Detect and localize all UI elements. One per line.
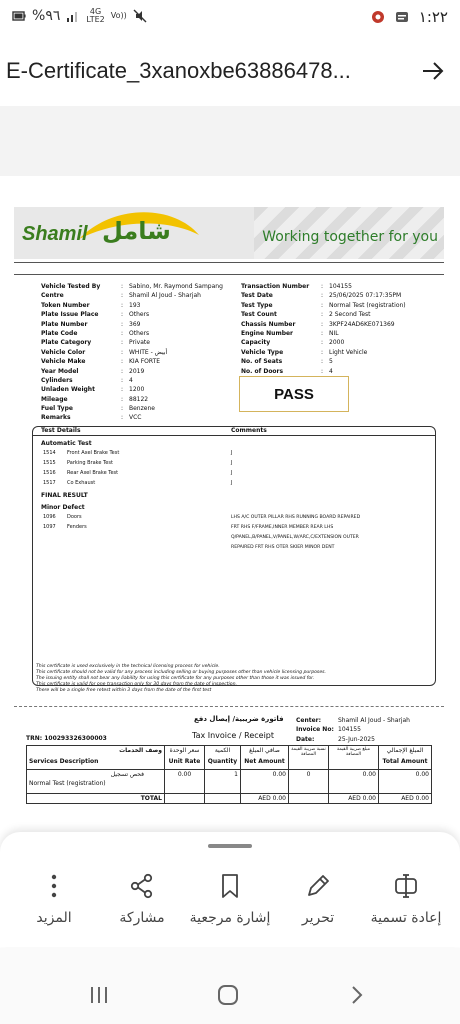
info-value: 4 xyxy=(129,376,133,384)
info-row xyxy=(241,338,429,347)
test-details-heading: Test Details xyxy=(41,427,81,434)
more-button[interactable] xyxy=(8,872,100,926)
disclaimer-text xyxy=(36,664,326,694)
services-header xyxy=(27,746,165,770)
test-comment: J xyxy=(231,470,233,476)
info-colon: : xyxy=(321,301,324,309)
more-label: المزيد xyxy=(36,910,72,926)
info-row xyxy=(41,404,229,413)
test-name: Rear Axel Brake Test xyxy=(67,470,119,476)
invoice-header-row xyxy=(27,746,432,770)
defect-comment-extra: Q/PANEL,B/PANEL,V/PANEL,W/ARC,C/EXTENSION OUTER xyxy=(231,535,359,540)
info-value: KIA FORTE xyxy=(129,358,161,366)
service-en: Normal Test (registration) xyxy=(29,780,106,787)
info-label: Plate Number xyxy=(41,320,88,328)
unit-rate-header xyxy=(165,746,205,770)
invoice-no-value: 104155 xyxy=(338,726,361,734)
minor-defect-heading: Minor Defect xyxy=(41,504,85,511)
info-row xyxy=(241,367,429,376)
info-value: 5 xyxy=(329,358,333,366)
quantity-header-en: Quantity xyxy=(207,758,238,765)
info-value: 2 Second Test xyxy=(329,311,371,319)
info-value: VCC xyxy=(129,414,142,422)
disclaimer-line: This certificate is valid for one transaction only for 30 days from the date of inspection. xyxy=(36,682,237,687)
test-details-box xyxy=(32,426,436,686)
total-header xyxy=(379,746,432,770)
total-empty-3 xyxy=(289,794,329,804)
info-colon: : xyxy=(321,339,324,347)
banner-tagline: Working together for you xyxy=(262,229,438,245)
net-amount-cell: 0.00 xyxy=(241,770,289,794)
battery-percent: %٩٦ xyxy=(32,8,61,24)
total-cell: 0.00 xyxy=(379,770,432,794)
net-amount-header-en: Net Amount xyxy=(244,758,285,765)
date-value: 25-Jun-2025 xyxy=(338,735,375,743)
bookmark-icon xyxy=(216,872,244,900)
bookmark-button[interactable] xyxy=(184,872,276,926)
info-value: 104155 xyxy=(329,283,352,290)
invoice-table xyxy=(26,745,432,804)
final-result-heading: FINAL RESULT xyxy=(41,492,88,499)
info-label: Engine Number xyxy=(241,329,294,337)
info-colon: : xyxy=(121,414,124,422)
rename-icon xyxy=(392,872,420,900)
service-cell xyxy=(27,770,165,794)
more-icon xyxy=(40,872,68,900)
info-colon: : xyxy=(121,329,124,337)
network-top: 4G xyxy=(89,7,102,16)
bookmark-label: إشارة مرجعية xyxy=(189,910,271,926)
date-label: Date: xyxy=(296,735,315,743)
rename-button[interactable] xyxy=(360,872,452,926)
quantity-header xyxy=(205,746,241,770)
network-bottom: LTE2 xyxy=(86,15,105,24)
disclaimer-line: This certificate is used exclusively in the technical licensing process for vehicle. xyxy=(36,664,220,669)
info-row xyxy=(41,338,229,347)
invoice-no-label: Invoice No: xyxy=(296,726,334,734)
info-label: Plate Issue Place xyxy=(41,311,99,319)
test-name: Parking Brake Test xyxy=(67,460,113,466)
test-comment: J xyxy=(231,480,233,486)
info-value: 25/06/2025 07:17:35PM xyxy=(329,292,402,300)
test-name: Front Axel Brake Test xyxy=(67,450,120,456)
vat-amount-cell: 0.00 xyxy=(329,770,379,794)
info-colon: : xyxy=(121,320,124,328)
vat-amount-header: مبلغ ضريبة القيمة المضافة xyxy=(329,746,379,770)
vat-rate-header: نسبة ضريبة القيمة المضافة xyxy=(289,746,329,770)
info-label: Test Type xyxy=(241,301,273,309)
info-row xyxy=(41,348,229,357)
info-label: Capacity xyxy=(241,339,271,347)
defect-comment-line xyxy=(43,543,433,553)
sheet-handle[interactable] xyxy=(208,844,252,848)
info-colon: : xyxy=(321,292,324,300)
dashed-separator xyxy=(14,706,444,707)
info-row xyxy=(41,357,229,366)
service-ar: فحص تسجيل xyxy=(110,771,144,778)
total-empty-2 xyxy=(205,794,241,804)
info-value: 88122 xyxy=(129,395,149,403)
info-colon: : xyxy=(321,329,324,337)
info-label: Mileage xyxy=(41,395,68,403)
status-left xyxy=(12,8,147,24)
info-colon: : xyxy=(121,292,124,300)
info-label: No. of Seats xyxy=(241,358,283,366)
invoice-total-row xyxy=(27,794,432,804)
info-colon: : xyxy=(321,367,324,375)
edit-button[interactable] xyxy=(272,872,364,926)
info-row xyxy=(41,282,229,291)
shamil-banner xyxy=(14,207,444,259)
rename-label: إعادة تسمية xyxy=(370,910,442,926)
center-label: Center: xyxy=(296,717,322,724)
disclaimer-line: There will be a single free retest within 3 days from the date of the first test xyxy=(36,688,212,693)
info-label: Vehicle Make xyxy=(41,358,86,366)
info-value: Normal Test (registration) xyxy=(329,301,406,309)
info-label: Centre xyxy=(41,292,64,300)
info-row xyxy=(41,413,229,422)
disclaimer-line: The issuing entity shall not bear any liability for using this certificate for any purposes other than those it was issued for. xyxy=(36,676,315,681)
info-label: Vehicle Color xyxy=(41,348,86,356)
info-colon: : xyxy=(321,358,324,366)
clock: ١:٢٢ xyxy=(418,8,448,26)
comments-heading: Comments xyxy=(231,427,267,434)
total-label: TOTAL xyxy=(27,794,165,804)
services-header-en: Services Description xyxy=(29,758,99,765)
status-right xyxy=(371,8,448,26)
back-icon[interactable] xyxy=(344,984,370,1006)
info-row xyxy=(41,329,229,338)
info-value: Others xyxy=(129,311,150,319)
info-value: 3KPF24AD6KE071369 xyxy=(329,320,395,328)
disclaimer-line: This certificate should not be valid for any process including selling or buying purposes other than vehicle licensing purposes. xyxy=(36,670,326,675)
info-colon: : xyxy=(121,301,124,309)
bottom-toolbar xyxy=(0,832,460,947)
info-colon: : xyxy=(121,339,124,347)
info-row xyxy=(41,291,229,300)
vat-rate-cell: 0 xyxy=(289,770,329,794)
info-row xyxy=(241,282,429,291)
info-row xyxy=(241,329,429,338)
test-name: Co Exhaust xyxy=(67,480,96,486)
net-amount-header-ar: صافي المبلغ xyxy=(249,747,280,754)
arrow-right-icon[interactable] xyxy=(420,58,446,84)
info-colon: : xyxy=(121,311,124,319)
share-icon xyxy=(128,872,156,900)
certificate-page xyxy=(0,176,460,832)
info-value: 1200 xyxy=(129,386,145,394)
info-colon: : xyxy=(321,348,324,356)
test-row xyxy=(43,469,423,479)
info-label: Test Date xyxy=(241,292,273,300)
info-value: Shamil Al Joud - Sharjah xyxy=(129,292,201,300)
info-row xyxy=(41,301,229,310)
info-colon: : xyxy=(121,348,124,356)
invoice-item-row xyxy=(27,770,432,794)
net-amount-header xyxy=(241,746,289,770)
info-label: Cylinders xyxy=(41,376,73,384)
services-header-ar: وصف الخدمات xyxy=(119,747,162,754)
title-bar xyxy=(0,50,460,94)
info-value: Benzene xyxy=(129,405,155,413)
recent-apps-icon[interactable] xyxy=(86,984,112,1006)
defect-comment: FRT RHS F/FRAME,INNER MEMBER REAR LHS xyxy=(231,525,334,530)
vehicle-info-left xyxy=(41,282,229,423)
info-row xyxy=(241,310,429,319)
defect-name: Doors xyxy=(67,514,82,520)
app-notification-icon xyxy=(371,10,385,24)
info-colon: : xyxy=(121,386,124,394)
file-title: E-Certificate_3xanoxbe63886478... xyxy=(6,58,351,83)
info-value: Private xyxy=(129,339,150,347)
defect-code: 1096 xyxy=(43,514,56,520)
info-label: Vehicle Type xyxy=(241,348,284,356)
total-empty-1 xyxy=(165,794,205,804)
info-row xyxy=(241,348,429,357)
test-comment: J xyxy=(231,460,233,466)
trn-number: TRN: 100293326300003 xyxy=(26,735,107,742)
total-header-ar: المبلغ الإجمالي xyxy=(386,747,424,754)
unit-rate-cell: 0.00 xyxy=(165,770,205,794)
signal-icon xyxy=(66,9,80,23)
top-gray-band xyxy=(0,106,460,176)
defect-list xyxy=(43,513,433,553)
info-label: Plate Category xyxy=(41,339,92,347)
header-rule-2 xyxy=(14,274,444,275)
logo-text-ar: شامل xyxy=(102,217,171,245)
share-button[interactable] xyxy=(96,872,188,926)
test-row xyxy=(43,479,423,489)
app-badge-icon xyxy=(395,10,409,24)
defect-name: Fenders xyxy=(67,524,87,530)
center-value: Shamil Al Joud - Sharjah xyxy=(338,717,410,724)
info-value: WHITE - أبيض xyxy=(129,348,168,356)
info-value: 2000 xyxy=(329,339,345,347)
automatic-test-heading: Automatic Test xyxy=(41,440,92,447)
info-value: NIL xyxy=(329,329,339,337)
invoice-meta xyxy=(296,716,436,744)
system-nav-bar xyxy=(0,948,460,1024)
info-label: Token Number xyxy=(41,301,90,309)
home-icon[interactable] xyxy=(215,984,241,1006)
info-label: Year Model xyxy=(41,367,79,375)
info-value: Sabino, Mr. Raymond Sampang xyxy=(129,283,223,290)
network-type xyxy=(86,8,104,24)
defect-comment: LHS A/C OUTER PILLAR RHS RUNNING BOARD REPAIRED xyxy=(231,515,361,520)
info-label: Plate Code xyxy=(41,329,78,337)
info-label: Unladen Weight xyxy=(41,386,95,394)
invoice-title-ar: فاتورة ضريبية/ إيصال دفع xyxy=(194,715,284,723)
unit-rate-header-en: Unit Rate xyxy=(168,758,201,765)
defect-row xyxy=(43,513,433,523)
defect-row xyxy=(43,523,433,533)
info-row xyxy=(241,357,429,366)
test-code: 1517 xyxy=(43,480,56,486)
info-row xyxy=(41,310,229,319)
info-row xyxy=(41,320,229,329)
info-colon: : xyxy=(121,283,124,290)
header-rule xyxy=(14,262,444,263)
mute-icon xyxy=(133,9,147,23)
info-colon: : xyxy=(321,320,324,328)
quantity-cell: 1 xyxy=(205,770,241,794)
info-row xyxy=(241,320,429,329)
test-row xyxy=(43,459,423,469)
info-colon: : xyxy=(321,311,324,319)
edit-label: تحرير xyxy=(301,910,335,926)
info-value: 4 xyxy=(329,367,333,375)
volte-top: Vo)) xyxy=(110,11,127,20)
test-row xyxy=(43,449,423,459)
test-code: 1516 xyxy=(43,470,56,476)
info-colon: : xyxy=(121,367,124,375)
quantity-header-ar: الكمية xyxy=(214,747,231,754)
invoice-title-en: Tax Invoice / Receipt xyxy=(192,731,275,740)
total-net: AED 0.00 xyxy=(241,794,289,804)
logo-text-en: Shamil xyxy=(22,223,88,245)
info-colon: : xyxy=(321,283,324,290)
info-row xyxy=(241,301,429,310)
info-row xyxy=(41,376,229,385)
battery-icon xyxy=(12,9,26,23)
status-bar xyxy=(0,0,460,38)
defect-comment-line xyxy=(43,533,433,543)
total-header-en: Total Amount xyxy=(382,758,428,765)
info-label: Transaction Number xyxy=(241,283,310,290)
test-code: 1514 xyxy=(43,450,56,456)
automatic-test-list xyxy=(43,449,423,489)
vehicle-info-right xyxy=(241,282,429,376)
info-row xyxy=(41,367,229,376)
info-colon: : xyxy=(121,395,124,403)
share-label: مشاركة xyxy=(119,910,165,926)
volte-indicator xyxy=(111,12,127,20)
test-comment: J xyxy=(231,450,233,456)
info-row xyxy=(241,291,429,300)
total-vat: AED 0.00 xyxy=(329,794,379,804)
test-code: 1515 xyxy=(43,460,56,466)
info-colon: : xyxy=(121,405,124,413)
result-badge: PASS xyxy=(239,376,349,412)
info-value: Others xyxy=(129,329,150,337)
info-label: Chassis Number xyxy=(241,320,296,328)
info-label: Remarks xyxy=(41,414,71,422)
defect-comment-extra: REPAIRED FRT RHS OTER SKIER MINOR DENT xyxy=(231,545,335,550)
info-label: Fuel Type xyxy=(41,405,73,413)
info-value: 2019 xyxy=(129,367,145,375)
info-label: Vehicle Tested By xyxy=(41,283,101,290)
edit-icon xyxy=(304,872,332,900)
info-colon: : xyxy=(121,358,124,366)
info-value: 369 xyxy=(129,320,141,328)
info-value: 193 xyxy=(129,301,141,309)
info-colon: : xyxy=(121,376,124,384)
total-amount: AED 0.00 xyxy=(379,794,432,804)
info-row xyxy=(41,385,229,394)
info-row xyxy=(41,395,229,404)
unit-rate-header-ar: سعر الوحدة xyxy=(169,747,200,754)
info-label: Test Count xyxy=(241,311,277,319)
info-value: Light Vehicle xyxy=(329,348,368,356)
info-label: No. of Doors xyxy=(241,367,284,375)
defect-code: 1097 xyxy=(43,524,56,530)
